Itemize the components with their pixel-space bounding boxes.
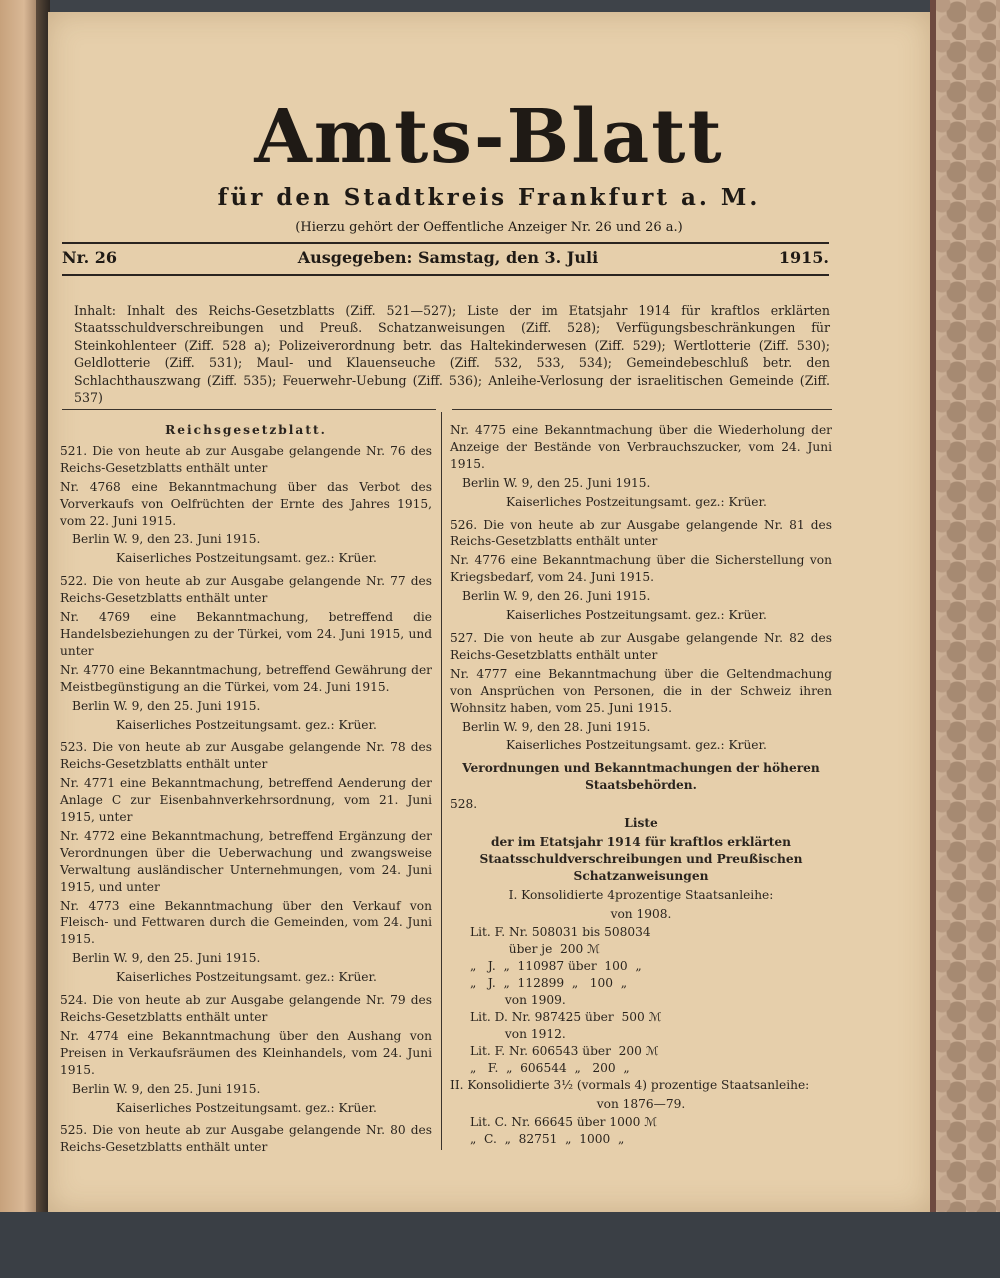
- place-date: Berlin W. 9, den 28. Juni 1915.: [462, 719, 651, 734]
- place-date: Berlin W. 9, den 26. Juni 1915.: [462, 589, 651, 604]
- paragraph: 521. Die von heute ab zur Ausgabe gelangende Nr. 76 des Reichs-Gesetzblatts enthält unter: [60, 443, 432, 475]
- list-row: „ C. „ 82751 „ 1000 „: [470, 1132, 625, 1147]
- right-column-rule: [452, 409, 832, 410]
- place-date: Berlin W. 9, den 25. Juni 1915.: [462, 475, 651, 490]
- place-date: Berlin W. 9, den 23. Juni 1915.: [72, 532, 261, 547]
- list-row: Lit. F. Nr. 606543 über 200 ℳ: [470, 1043, 659, 1058]
- paragraph: 524. Die von heute ab zur Ausgabe gelangende Nr. 79 des Reichs-Gesetzblatts enthält unter: [60, 993, 432, 1024]
- paragraph: Nr. 4770 eine Bekanntmachung, betreffend Gewährung der Meistbegünstigung an die Türkei, vom 24. Juni 1915.: [60, 662, 432, 694]
- paragraph: 525. Die von heute ab zur Ausgabe gelangende Nr. 80 des Reichs-Gesetzblatts enthält unter: [60, 1123, 432, 1155]
- column-divider: [441, 412, 442, 1150]
- list-row: von 1912.: [470, 1026, 566, 1041]
- cover-board: [0, 1212, 1000, 1278]
- previous-page-edge: [0, 0, 40, 1278]
- issue-year: 1915.: [778, 248, 829, 267]
- section-heading-2: Verordnungen und Bekanntmachungen der höheren Staatsbehörden.: [462, 761, 820, 793]
- paragraph: Nr. 4776 eine Bekanntmachung über die Sicherstellung von Kriegsbedarf, vom 24. Juni 1915.: [450, 553, 832, 585]
- section-2-year: von 1876—79.: [596, 1096, 686, 1111]
- section-1-year: von 1908.: [610, 906, 672, 921]
- paragraph: Nr. 4774 eine Bekanntmachung über den Aushang von Preisen in Verkaufsräumen des Kleinhandels, vom 24. Juni 1915.: [60, 1028, 432, 1077]
- paragraph: Nr. 4771 eine Bekanntmachung, betreffend Aenderung der Anlage C zur Eisenbahnverkehrsordnung, vom 21. Juni 1915, unter: [60, 776, 432, 825]
- signature: Kaiserliches Postzeitungsamt. gez.: Krüer.: [506, 738, 767, 753]
- section-1-title: I. Konsolidierte 4prozentige Staatsanleihe:: [508, 887, 774, 902]
- newspaper-page: [48, 12, 930, 1212]
- list-title: Liste: [624, 816, 658, 831]
- rule-top: [62, 242, 829, 244]
- list-row: „ J. „ 110987 über 100 „: [470, 959, 642, 974]
- left-column: [60, 422, 432, 1158]
- list-row: Lit. C. Nr. 66645 über 1000 ℳ: [470, 1115, 658, 1130]
- paragraph: Nr. 4769 eine Bekanntmachung, betreffend die Handelsbeziehungen zu der Türkei, vom 24. Juni 1915, und unter: [60, 610, 432, 658]
- masthead-title: Amts-Blatt: [254, 94, 724, 180]
- place-date: Berlin W. 9, den 25. Juni 1915.: [72, 951, 261, 966]
- list-row: Lit. F. Nr. 508031 bis 508034: [470, 925, 651, 940]
- signature: Kaiserliches Postzeitungsamt. gez.: Krüer.: [506, 494, 767, 509]
- signature: Kaiserliches Postzeitungsamt. gez.: Krüer.: [116, 1100, 377, 1115]
- list-row: „ J. „ 112899 „ 100 „: [470, 976, 628, 991]
- paragraph: 526. Die von heute ab zur Ausgabe gelangende Nr. 81 des Reichs-Gesetzblatts enthält unter: [450, 517, 832, 549]
- paragraph: Nr. 4777 eine Bekanntmachung über die Geltendmachung von Ansprüchen von Personen, die in der Schweiz ihren Wohnsitz haben, vom 25. Juni 1915.: [450, 666, 832, 715]
- paragraph: 522. Die von heute ab zur Ausgabe gelangende Nr. 77 des Reichs-Gesetzblatts enthält unter: [60, 574, 432, 606]
- section-2-title: II. Konsolidierte 3½ (vormals 4) prozentige Staatsanleihe:: [450, 1077, 810, 1092]
- issue-number: Nr. 26: [62, 248, 117, 267]
- masthead-subtitle: für den Stadtkreis Frankfurt a. M.: [217, 184, 761, 211]
- paragraph: Nr. 4775 eine Bekanntmachung über die Wiederholung der Anzeige der Bestände von Verbrauchszucker, vom 24. Juni 1915.: [450, 423, 832, 471]
- marbled-cover-edge: [930, 0, 1000, 1215]
- item-number: 528.: [450, 797, 478, 812]
- paragraph: 523. Die von heute ab zur Ausgabe gelangende Nr. 78 des Reichs-Gesetzblatts enthält unter: [60, 740, 432, 772]
- left-column-rule: [62, 409, 436, 410]
- signature: Kaiserliches Postzeitungsamt. gez.: Krüer.: [116, 970, 377, 985]
- paragraph: 527. Die von heute ab zur Ausgabe gelangende Nr. 82 des Reichs-Gesetzblatts enthält unter: [450, 630, 832, 662]
- list-subtitle: der im Etatsjahr 1914 für kraftlos erklärten Staatsschuldverschreibungen und Preußischen Schatzanweisungen: [479, 834, 803, 883]
- list-row: über je 200 ℳ: [470, 942, 601, 957]
- paragraph: Nr. 4768 eine Bekanntmachung über das Verbot des Vorverkaufs von Oelfrüchten der Ernte des Jahres 1915, vom 22. Juni 1915.: [60, 479, 432, 528]
- place-date: Berlin W. 9, den 25. Juni 1915.: [72, 698, 261, 713]
- issue-line: [62, 248, 829, 267]
- section-heading: Reichsgesetzblatt.: [165, 423, 327, 437]
- masthead-note: (Hierzu gehört der Oeffentliche Anzeiger Nr. 26 und 26 a.): [295, 220, 683, 235]
- signature: Kaiserliches Postzeitungsamt. gez.: Krüer.: [116, 551, 377, 566]
- list-row: von 1909.: [470, 993, 566, 1008]
- rule-bottom: [62, 274, 829, 276]
- list-row: „ F. „ 606544 „ 200 „: [470, 1060, 630, 1075]
- list-row: Lit. D. Nr. 987425 über 500 ℳ: [470, 1010, 662, 1024]
- place-date: Berlin W. 9, den 25. Juni 1915.: [72, 1081, 261, 1096]
- table-of-contents: Inhalt: Inhalt des Reichs-Gesetzblatts (Ziff. 521—527); Liste der im Etatsjahr 1914 für kraftlos erklärten Staatsschuldverschreibungen und Preuß. Schatzanweisungen (Ziff. 528); Verfügungsbeschränkungen für Steinkohlenteer (Ziff. 528 a); Polizeiverordnung betr. das Haltekinderwesen (Ziff. 529); Wertlotterie (Ziff. 530); Geldlotterie (Ziff. 531); Maul- und Klauenseuche (Ziff. 532, 533, 534); Gemeindebeschluß betr. den Schlachthauszwang (Ziff. 535); Feuerwehr-Uebung (Ziff. 536); Anleihe-Verlosung der israelitischen Gemeinde (Ziff. 537): [74, 303, 830, 406]
- issue-date: Ausgegeben: Samstag, den 3. Juli: [297, 248, 599, 267]
- right-column: [450, 422, 832, 1148]
- signature: Kaiserliches Postzeitungsamt. gez.: Krüer.: [116, 717, 377, 732]
- signature: Kaiserliches Postzeitungsamt. gez.: Krüer.: [506, 608, 767, 623]
- paragraph: Nr. 4773 eine Bekanntmachung über den Verkauf von Fleisch- und Fettwaren durch die Gemeinden, vom 24. Juni 1915.: [60, 898, 432, 947]
- paragraph: Nr. 4772 eine Bekanntmachung, betreffend Ergänzung der Verordnungen über die Ueberwachung und zwangsweise Verwaltung ausländischer Unternehmungen, vom 24. Juni 1915, und unter: [60, 828, 432, 894]
